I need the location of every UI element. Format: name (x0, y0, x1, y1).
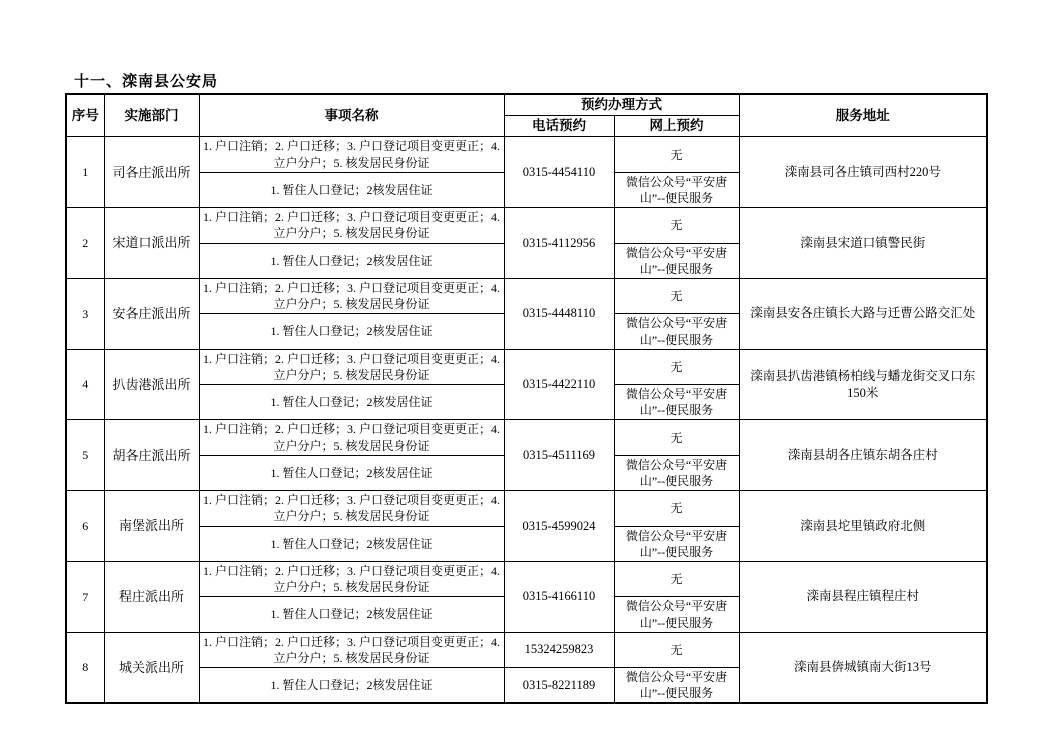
phone-cell: 0315-8221189 (504, 668, 614, 704)
dept-cell: 程庄派出所 (104, 561, 199, 632)
address-cell: 滦南县安各庄镇长大路与迁曹公路交汇处 (739, 278, 987, 349)
online-cell: 微信公众号“平安唐山”--便民服务 (614, 172, 739, 207)
online-cell: 无 (614, 137, 739, 172)
phone-cell: 15324259823 (504, 632, 614, 667)
phone-cell: 0315-4166110 (504, 561, 614, 632)
section-title: 十一、滦南县公安局 (74, 74, 219, 90)
item-cell: 1. 户口注销；2. 户口迁移；3. 户口登记项目变更更正；4. 立户分户；5. 核发居民身份证 (199, 561, 504, 596)
online-cell: 微信公众号“平安唐山”--便民服务 (614, 314, 739, 349)
online-cell: 无 (614, 491, 739, 526)
seq-cell: 3 (66, 278, 104, 349)
table-row (66, 632, 987, 667)
item-cell: 1. 暂住人口登记；2核发居住证 (199, 314, 504, 349)
phone-cell: 0315-4511169 (504, 420, 614, 491)
online-cell: 无 (614, 278, 739, 313)
online-cell: 微信公众号“平安唐山”--便民服务 (614, 385, 739, 420)
phone-cell: 0315-4112956 (504, 208, 614, 279)
item-cell: 1. 户口注销；2. 户口迁移；3. 户口登记项目变更更正；4. 立户分户；5. 核发居民身份证 (199, 491, 504, 526)
online-cell: 微信公众号“平安唐山”--便民服务 (614, 597, 739, 632)
dept-cell: 城关派出所 (104, 632, 199, 703)
online-cell: 无 (614, 561, 739, 596)
table-row (66, 137, 987, 172)
item-cell: 1. 暂住人口登记；2核发居住证 (199, 385, 504, 420)
seq-cell: 4 (66, 349, 104, 420)
address-cell: 滦南县宋道口镇警民街 (739, 208, 987, 279)
dept-cell: 司各庄派出所 (104, 137, 199, 208)
online-cell: 微信公众号“平安唐山”--便民服务 (614, 455, 739, 490)
item-cell: 1. 暂住人口登记；2核发居住证 (199, 455, 504, 490)
item-cell: 1. 暂住人口登记；2核发居住证 (199, 243, 504, 278)
item-cell: 1. 户口注销；2. 户口迁移；3. 户口登记项目变更更正；4. 立户分户；5. 核发居民身份证 (199, 349, 504, 384)
online-cell: 无 (614, 420, 739, 455)
dept-cell: 安各庄派出所 (104, 278, 199, 349)
online-cell: 无 (614, 632, 739, 667)
seq-cell: 8 (66, 632, 104, 703)
address-cell: 滦南县坨里镇政府北侧 (739, 491, 987, 562)
address-cell: 滦南县司各庄镇司西村220号 (739, 137, 987, 208)
item-cell: 1. 暂住人口登记；2核发居住证 (199, 526, 504, 561)
item-cell: 1. 户口注销；2. 户口迁移；3. 户口登记项目变更更正；4. 立户分户；5. 核发居民身份证 (199, 137, 504, 172)
item-cell: 1. 户口注销；2. 户口迁移；3. 户口登记项目变更更正；4. 立户分户；5. 核发居民身份证 (199, 208, 504, 243)
phone-cell: 0315-4448110 (504, 278, 614, 349)
address-cell: 滦南县程庄镇程庄村 (739, 561, 987, 632)
table-row (66, 491, 987, 526)
dept-cell: 宋道口派出所 (104, 208, 199, 279)
item-cell: 1. 暂住人口登记；2核发居住证 (199, 172, 504, 207)
dept-cell: 胡各庄派出所 (104, 420, 199, 491)
address-cell: 滦南县扒齿港镇杨柏线与蟠龙街交叉口东150米 (739, 349, 987, 420)
table-row (66, 561, 987, 596)
item-cell: 1. 户口注销；2. 户口迁移；3. 户口登记项目变更更正；4. 立户分户；5. 核发居民身份证 (199, 278, 504, 313)
col-header-online: 网上预约 (614, 116, 739, 137)
col-header-seq: 序号 (66, 94, 104, 137)
col-header-dept: 实施部门 (104, 94, 199, 137)
item-cell: 1. 户口注销；2. 户口迁移；3. 户口登记项目变更更正；4. 立户分户；5. 核发居民身份证 (199, 420, 504, 455)
table-row (66, 208, 987, 243)
item-cell: 1. 暂住人口登记；2核发居住证 (199, 597, 504, 632)
online-cell: 无 (614, 349, 739, 384)
table-row (66, 420, 987, 455)
table-row (66, 278, 987, 313)
seq-cell: 1 (66, 137, 104, 208)
online-cell: 微信公众号“平安唐山”--便民服务 (614, 526, 739, 561)
phone-cell: 0315-4454110 (504, 137, 614, 208)
seq-cell: 5 (66, 420, 104, 491)
address-cell: 滦南县倴城镇南大街13号 (739, 632, 987, 703)
item-cell: 1. 暂住人口登记；2核发居住证 (199, 668, 504, 704)
online-cell: 微信公众号“平安唐山”--便民服务 (614, 668, 739, 704)
item-cell: 1. 户口注销；2. 户口迁移；3. 户口登记项目变更更正；4. 立户分户；5. 核发居民身份证 (199, 632, 504, 667)
phone-cell: 0315-4422110 (504, 349, 614, 420)
col-header-item: 事项名称 (199, 94, 504, 137)
online-cell: 无 (614, 208, 739, 243)
services-table (65, 93, 988, 704)
dept-cell: 扒齿港派出所 (104, 349, 199, 420)
seq-cell: 2 (66, 208, 104, 279)
online-cell: 微信公众号“平安唐山”--便民服务 (614, 243, 739, 278)
seq-cell: 7 (66, 561, 104, 632)
phone-cell: 0315-4599024 (504, 491, 614, 562)
col-header-phone: 电话预约 (504, 116, 614, 137)
col-header-booking: 预约办理方式 (504, 94, 739, 116)
dept-cell: 南堡派出所 (104, 491, 199, 562)
seq-cell: 6 (66, 491, 104, 562)
col-header-address: 服务地址 (739, 94, 987, 137)
address-cell: 滦南县胡各庄镇东胡各庄村 (739, 420, 987, 491)
table-row (66, 349, 987, 384)
